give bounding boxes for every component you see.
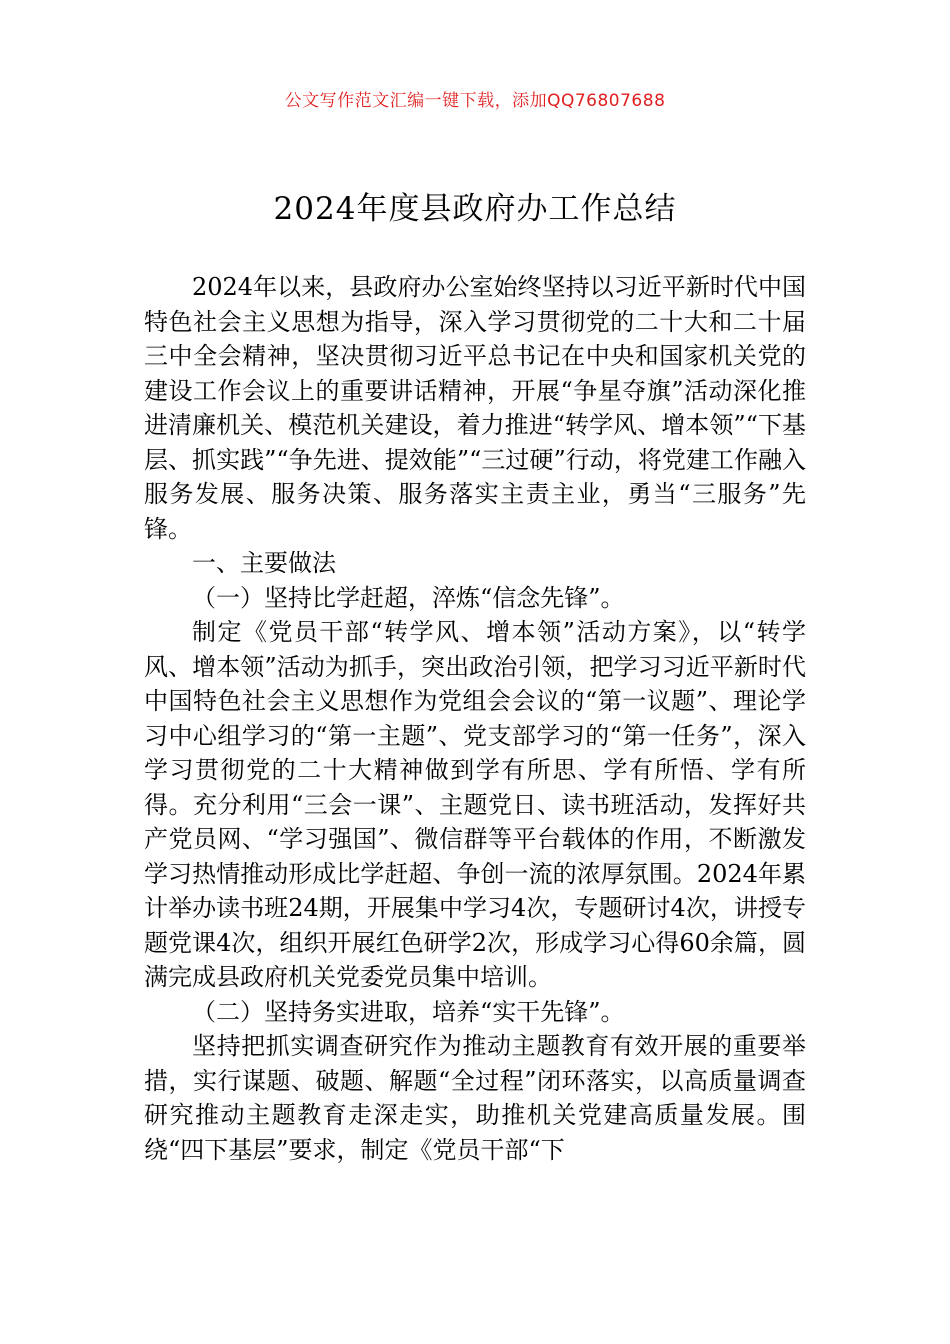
intro-paragraph: 2024年以来，县政府办公室始终坚持以习近平新时代中国特色社会主义思想为指导，深入学习贯彻党的二十大和二十届三中全会精神，坚决贯彻习近平总书记在中央和国家机关党的建设工作会议上的重要讲话精神，开展“争星夺旗”活动深化推进清廉机关、模范机关建设，着力推进“转学风、增本领”“下基层、抓实践”“争先进、提效能”“三过硬”行动，将党建工作融入服务发展、服务决策、服务落实主责主业，勇当“三服务”先锋。 [144,273,806,543]
subsection-heading-two: （二）坚持务实进取，培养“实干先锋”。 [192,997,625,1026]
subsection-two-paragraph: 坚持把抓实调查研究作为推动主题教育有效开展的重要举措，实行谋题、破题、解题“全过程”闭环落实，以高质量调查研究推动主题教育走深走实，助推机关党建高质量发展。围绕“四下基层”要求，制定《党员干部“下 [144,1032,806,1164]
subsection-one-paragraph: 制定《党员干部“转学风、增本领”活动方案》，以“转学风、增本领”活动为抓手，突出政治引领，把学习习近平新时代中国特色社会主义思想作为党组会会议的“第一议题”、理论学习中心组学习的“第一主题”、党支部学习的“第一任务”，深入学习贯彻党的二十大精神做到学有所思、学有所悟、学有所得。充分利用“三会一课”、主题党日、读书班活动，发挥好共产党员网、“学习强国”、微信群等平台载体的作用，不断激发学习热情推动形成比学赶超、争创一流的浓厚氛围。2024年累计举办读书班24期，开展集中学习4次，专题研讨4次，讲授专题党课4次，组织开展红色研学2次，形成学习心得60余篇，圆满完成县政府机关党委党员集中培训。 [144,618,806,991]
document-title: 2024年度县政府办工作总结 [273,191,677,227]
document-body [144,270,806,1167]
watermark-banner: 公文写作范文汇编一键下载，添加QQ76807688 [284,91,666,111]
subsection-heading-one: （一）坚持比学赶超，淬炼“信念先锋”。 [192,583,625,612]
section-heading-main-practices: 一、主要做法 [192,549,336,577]
